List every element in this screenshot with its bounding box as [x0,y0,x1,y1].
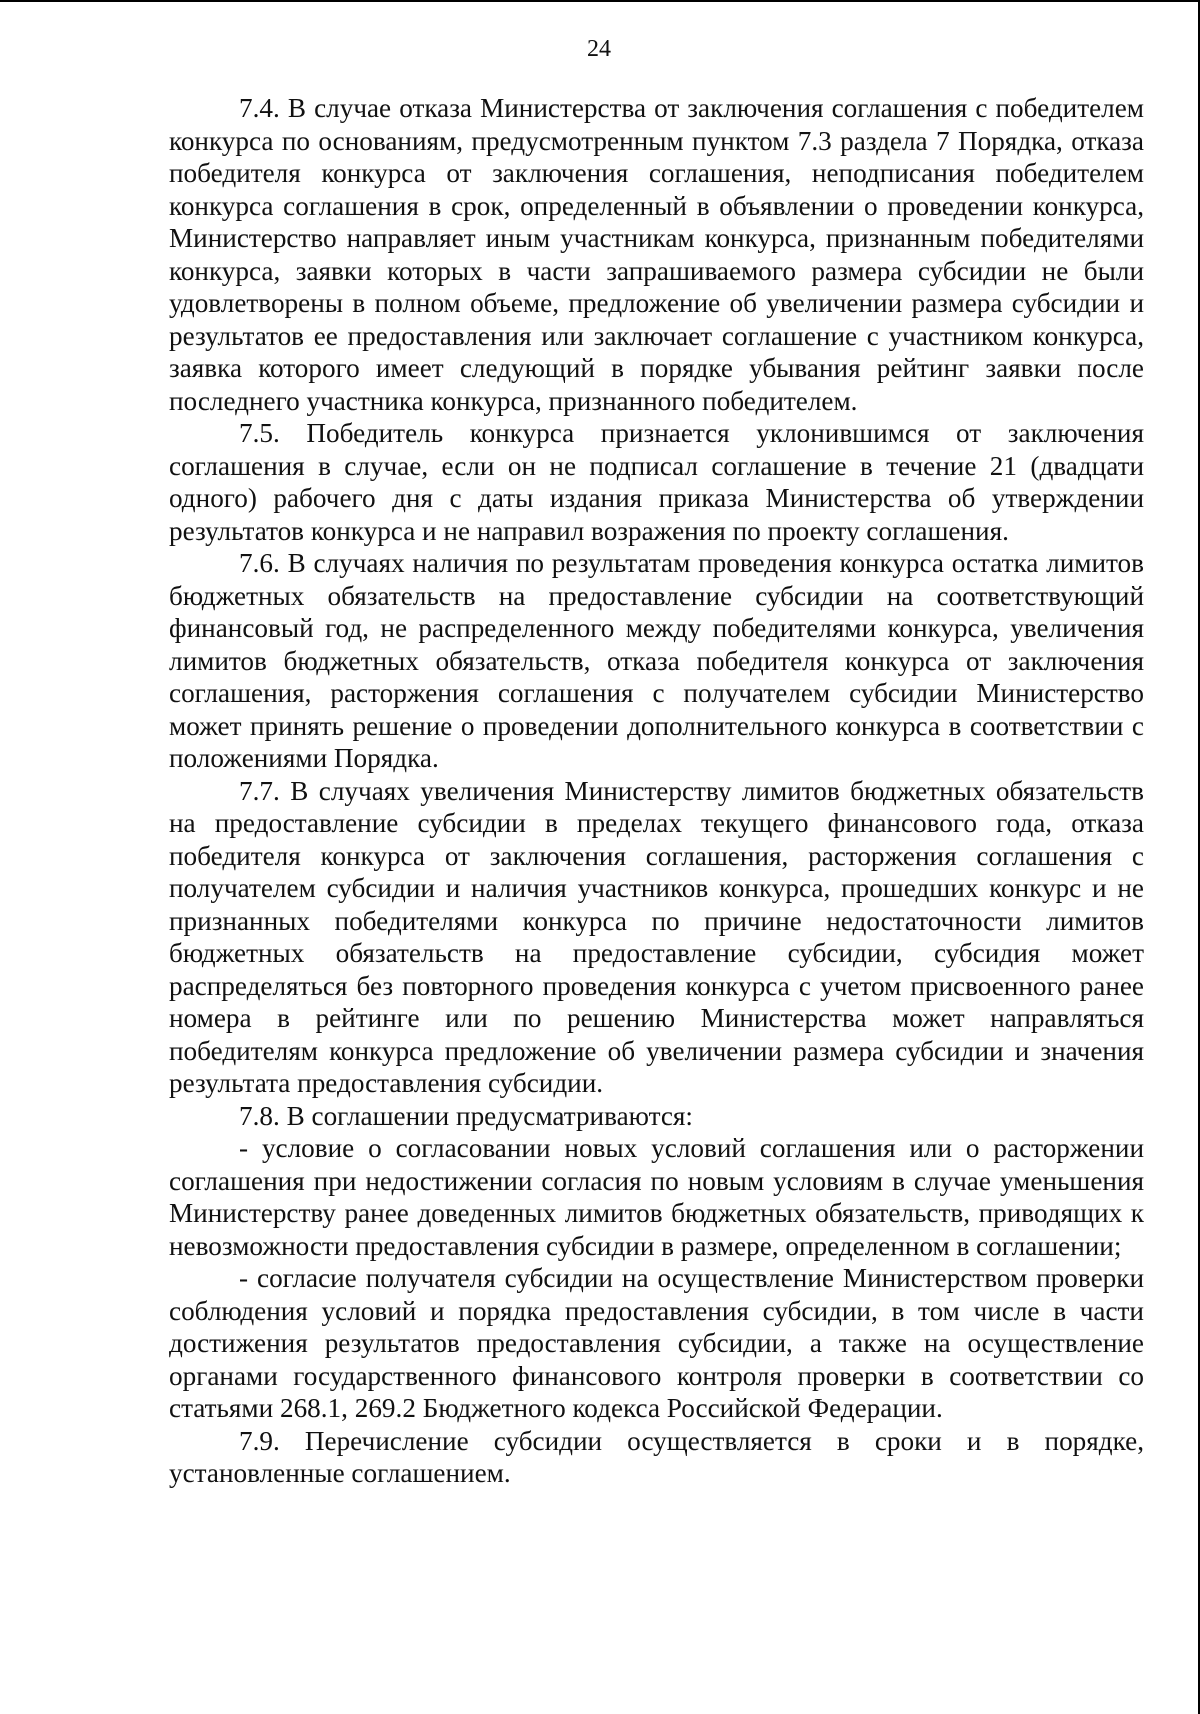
paragraph-7-9: 7.9. Перечисление субсидии осуществляется в сроки и в порядке, установленные соглашением. [169,1425,1144,1488]
paragraph-7-8-item-1: - условие о согласовании новых условий соглашения или о расторжении соглашения при недостижении согласия по новым условиям в случае уменьшения Министерству ранее доведенных лимитов бюджетных обязательств, приводящих к невозможности предоставления субсидии в размере, определенном в соглашении; [169,1133,1144,1261]
paragraph-7-4: 7.4. В случае отказа Министерства от заключения соглашения с победителем конкурса по основаниям, предусмотренным пунктом 7.3 раздела 7 Порядка, отказа победителя конкурса от заключения соглашения, неподписания победителем конкурса соглашения в срок, определенный в объявлении о проведении конкурса, Министерство направляет иным участникам конкурса, признанным победителями конкурса, заявки которых в части запрашиваемого размера субсидии не были удовлетворены в полном объеме, предложение об увеличении размера субсидии и результатов ее предоставления или заключает соглашение с участником конкурса, заявка которого имеет следующий в порядке убывания рейтинг заявки после последнего участника конкурса, признанного победителем. [169,93,1144,416]
paragraph-7-8-item-2: - согласие получателя субсидии на осуществление Министерством проверки соблюдения условий и порядка предоставления субсидии, в том числе в части достижения результатов предоставления субсидии, а также на осуществление органами государственного финансового контроля проверки в соответствии со статьями 268.1, 269.2 Бюджетного кодекса Российской Федерации. [169,1263,1144,1423]
paragraph-7-6: 7.6. В случаях наличия по результатам проведения конкурса остатка лимитов бюджетных обязательств на предоставление субсидии на соответствующий финансовый год, не распределенного между победителями конкурса, увеличения лимитов бюджетных обязательств, отказа победителя конкурса от заключения соглашения, расторжения соглашения с получателем субсидии Министерство может принять решение о проведении дополнительного конкурса в соответствии с положениями Порядка. [169,548,1144,773]
document-body [169,92,1144,1490]
paragraph-7-7: 7.7. В случаях увеличения Министерству лимитов бюджетных обязательств на предоставление субсидии в пределах текущего финансового года, отказа победителя конкурса от заключения соглашения, расторжения соглашения с получателем субсидии и наличия участников конкурса, прошедших конкурс и не признанных победителями конкурса по причине недостаточности лимитов бюджетных обязательств на предоставление субсидии, субсидия может распределяться без повторного проведения конкурса с учетом присвоенного ранее номера в рейтинге или по решению Министерства может направляться победителям конкурса предложение об увеличении размера субсидии и значения результата предоставления субсидии. [169,775,1144,1098]
paragraph-7-5: 7.5. Победитель конкурса признается уклонившимся от заключения соглашения в случае, если он не подписал соглашение в течение 21 (двадцати одного) рабочего дня с даты издания приказа Министерства об утверждении результатов конкурса и не направил возражения по проекту соглашения. [169,418,1144,546]
page-number: 24 [587,36,611,62]
paragraph-7-8: 7.8. В соглашении предусматриваются: [239,1100,693,1131]
